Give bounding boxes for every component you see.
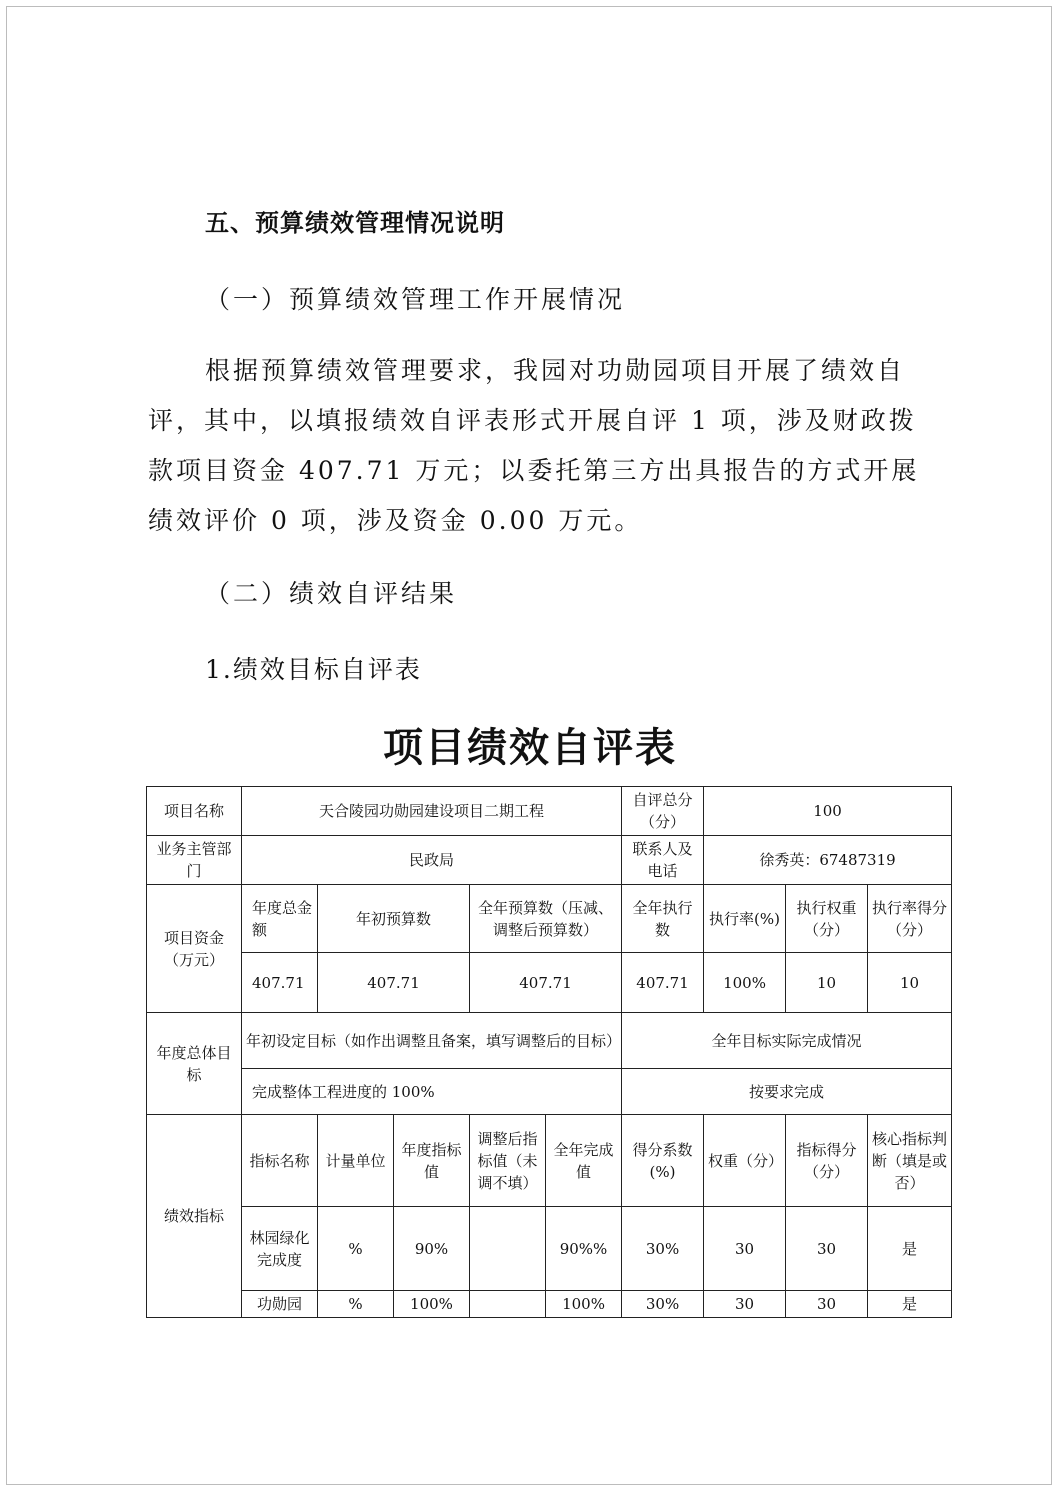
perf-cell: 30 [786, 1207, 868, 1291]
funds-header-initial-budget: 年初预算数 [318, 885, 470, 953]
perf-header-unit: 计量单位 [318, 1115, 394, 1207]
perf-cell [470, 1207, 546, 1291]
perf-cell: 90% [394, 1207, 470, 1291]
perf-header-name: 指标名称 [242, 1115, 318, 1207]
self-score-label: 自评总分（分） [622, 787, 704, 836]
funds-header-weight: 执行权重（分） [786, 885, 868, 953]
goal-set-header: 年初设定目标（如作出调整且备案，填写调整后的目标） [242, 1013, 622, 1069]
perf-header-weight: 权重（分） [704, 1115, 786, 1207]
perf-header-target: 年度指标值 [394, 1115, 470, 1207]
funds-header-executed: 全年执行数 [622, 885, 704, 953]
funds-execution-rate: 100% [704, 953, 786, 1013]
contact-label: 联系人及电话 [622, 836, 704, 885]
perf-cell: % [318, 1207, 394, 1291]
goal-actual-header: 全年目标实际完成情况 [622, 1013, 952, 1069]
perf-cell: 90%% [546, 1207, 622, 1291]
funds-rate-score: 10 [868, 953, 952, 1013]
subheading-target-table: 1.绩效目标自评表 [205, 655, 422, 684]
funds-full-year-budget: 407.71 [470, 953, 622, 1013]
perf-cell: 30% [622, 1291, 704, 1318]
dept-label: 业务主管部门 [147, 836, 242, 885]
subheading-work: （一）预算绩效管理工作开展情况 [205, 285, 626, 314]
perf-header-core: 核心指标判断（填是或否） [868, 1115, 952, 1207]
funds-initial-budget: 407.71 [318, 953, 470, 1013]
goal-set: 完成整体工程进度的 100% [242, 1069, 622, 1115]
funds-label: 项目资金（万元） [147, 885, 242, 1013]
funds-annual-total: 407.71 [242, 953, 318, 1013]
body-paragraph: 根据预算绩效管理要求，我园对功勋园项目开展了绩效自评，其中，以填报绩效自评表形式开展自评 1 项，涉及财政拨款项目资金 407.71 万元；以委托第三方出具报告的方式开展绩效评价 0 项，涉及资金 0.00 万元。 [148, 356, 920, 535]
performance-evaluation-table [146, 786, 952, 1318]
perf-header-coefficient: 得分系数(%) [622, 1115, 704, 1207]
funds-header-execution-rate: 执行率(%) [704, 885, 786, 953]
subheading-results: （二）绩效自评结果 [205, 579, 458, 608]
goal-label: 年度总体目标 [147, 1013, 242, 1115]
table-row [147, 1291, 952, 1318]
funds-header-annual-total: 年度总金额 [242, 885, 318, 953]
perf-cell: 30 [704, 1291, 786, 1318]
perf-header-adjusted: 调整后指标值（未调不填） [470, 1115, 546, 1207]
perf-cell: 30% [622, 1207, 704, 1291]
contact: 徐秀英：67487319 [704, 836, 952, 885]
table-title: 项目绩效自评表 [383, 724, 677, 771]
perf-cell: % [318, 1291, 394, 1318]
goal-actual: 按要求完成 [622, 1069, 952, 1115]
perf-cell: 是 [868, 1207, 952, 1291]
perf-cell: 功勋园 [242, 1291, 318, 1318]
perf-cell: 林园绿化完成度 [242, 1207, 318, 1291]
funds-header-rate-score: 执行率得分（分） [868, 885, 952, 953]
funds-executed: 407.71 [622, 953, 704, 1013]
perf-header-score: 指标得分（分） [786, 1115, 868, 1207]
perf-header-completed: 全年完成值 [546, 1115, 622, 1207]
project-name-label: 项目名称 [147, 787, 242, 836]
perf-label: 绩效指标 [147, 1115, 242, 1318]
perf-cell: 30 [704, 1207, 786, 1291]
perf-cell: 是 [868, 1291, 952, 1318]
perf-cell: 30 [786, 1291, 868, 1318]
table-row [147, 1207, 952, 1291]
self-score: 100 [704, 787, 952, 836]
section-heading: 五、预算绩效管理情况说明 [205, 209, 505, 237]
perf-cell [470, 1291, 546, 1318]
perf-cell: 100% [546, 1291, 622, 1318]
perf-cell: 100% [394, 1291, 470, 1318]
funds-weight: 10 [786, 953, 868, 1013]
project-name: 天合陵园功勋园建设项目二期工程 [242, 787, 622, 836]
funds-header-full-year-budget: 全年预算数（压减、调整后预算数） [470, 885, 622, 953]
dept: 民政局 [242, 836, 622, 885]
